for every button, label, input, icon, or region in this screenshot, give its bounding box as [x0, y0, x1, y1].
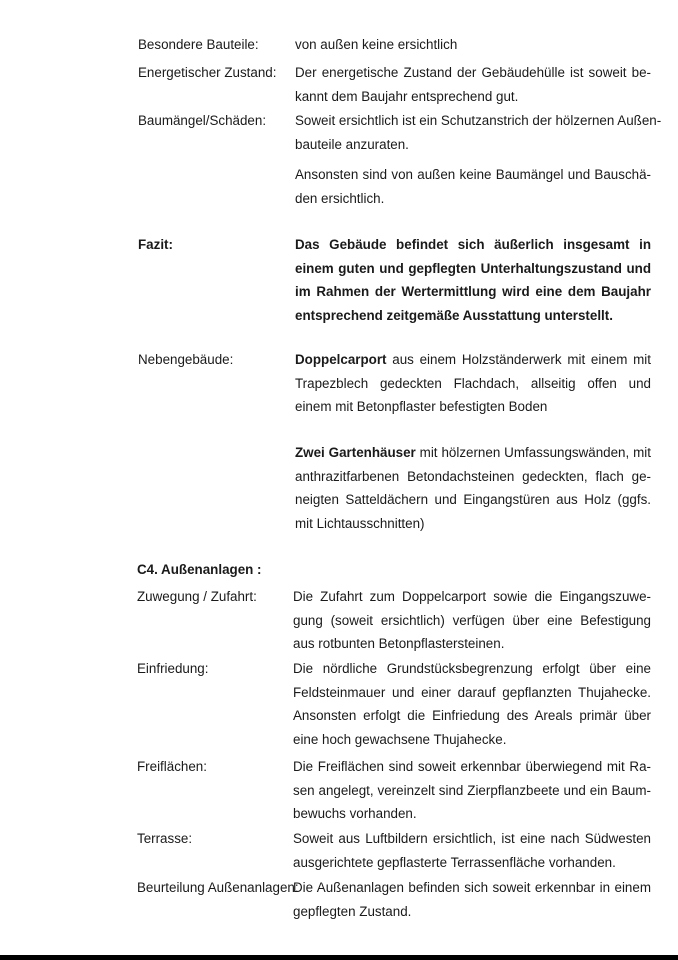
- text-line: Der energetische Zustand der Gebäudehülle ist soweit be-: [295, 65, 651, 80]
- text-line: mit Lichtausschnitten): [295, 515, 425, 531]
- text-line: kannt dem Baujahr entsprechend gut.: [295, 88, 519, 104]
- section-heading: C4. Außenanlagen :: [137, 562, 262, 577]
- text-line: Ansonsten sind von außen keine Baumängel und Bauschä-: [295, 167, 651, 182]
- value-besondere-bauteile: [295, 33, 651, 57]
- label-besondere-bauteile: Besondere Bauteile:: [138, 37, 259, 52]
- text-line: von außen keine ersichtlich: [295, 37, 458, 52]
- label-baumaengel: Baumängel/Schäden:: [138, 113, 267, 128]
- text-line: Die nördliche Grundstücksbegrenzung erfolgt über eine: [293, 661, 651, 676]
- value-zuwegung: [293, 585, 651, 656]
- text-line: Soweit ersichtlich ist ein Schutzanstrich der hölzernen Außen-: [295, 113, 662, 128]
- label-nebengebaeude: Nebengebäude:: [138, 352, 234, 367]
- text-line: anthrazitfarbenen Betondachsteinen gedeckten, flach ge-: [295, 468, 651, 484]
- label-fazit: Fazit:: [138, 237, 173, 252]
- label-energetischer-zustand: Energetischer Zustand:: [138, 65, 277, 80]
- value-baumaengel: [295, 109, 662, 156]
- text-line: Das Gebäude befindet sich äußerlich insgesamt in: [295, 237, 651, 252]
- label-beurteilung: Beurteilung Außenanlagen:: [137, 880, 299, 895]
- text-line: [295, 441, 651, 465]
- text-line: Die Zufahrt zum Doppelcarport sowie die Eingangszuwe-: [293, 589, 651, 604]
- text-line: einem mit Betonpflaster befestigten Boden: [295, 399, 548, 414]
- text-line: Soweit aus Luftbildern ersichtlich, ist eine nach Südwesten: [293, 831, 651, 846]
- value-gartenhaeuser: [295, 441, 651, 535]
- line-text: mit hölzernen Umfassungswänden, mit: [415, 445, 651, 460]
- text-line: Ansonsten erfolgt die Einfriedung des Areals primär über: [293, 708, 651, 723]
- bold-term: Doppelcarport: [295, 352, 387, 367]
- value-fazit: [295, 233, 651, 327]
- line-text: aus einem Holzständerwerk mit einem mit: [386, 352, 651, 367]
- label-zuwegung: Zuwegung / Zufahrt:: [137, 589, 257, 604]
- text-line: entsprechend zeitgemäße Ausstattung unterstellt.: [295, 307, 613, 323]
- text-line: Feldsteinmauer und einer darauf gepflanzten Thujahecke.: [293, 684, 651, 700]
- text-line: Trapezblech gedeckten Flachdach, allseitig offen und: [295, 375, 651, 391]
- text-line: einem guten und gepflegten Unterhaltungszustand und: [295, 260, 651, 276]
- text-line: aus rotbunten Betonpflastersteinen.: [293, 636, 505, 651]
- label-terrasse: Terrasse:: [137, 831, 193, 846]
- value-doppelcarport: [295, 348, 651, 419]
- text-line: gepflegten Zustand.: [293, 903, 412, 919]
- text-line: eine hoch gewachsene Thujahecke.: [293, 731, 507, 747]
- text-line: bauteile anzuraten.: [295, 136, 409, 152]
- label-einfriedung: Einfriedung:: [137, 661, 209, 676]
- value-freiflaechen: [293, 755, 651, 826]
- label-freiflaechen: Freiflächen:: [137, 759, 207, 774]
- value-baumaengel-2: [295, 163, 651, 210]
- text-line: Die Außenanlagen befinden sich soweit erkennbar in einem: [293, 880, 651, 895]
- text-line: gung (soweit ersichtlich) verfügen über eine Befestigung: [293, 612, 651, 628]
- text-line: Die Freiflächen sind soweit erkennbar überwiegend mit Ra-: [293, 759, 651, 774]
- text-line: den ersichtlich.: [295, 190, 385, 206]
- bold-term: Zwei Gartenhäuser: [295, 445, 416, 460]
- text-line: [295, 348, 651, 372]
- value-terrasse: [293, 827, 651, 874]
- text-line: neigten Satteldächern und Eingangstüren aus Holz (ggfs.: [295, 492, 651, 507]
- text-line: sen angelegt, vereinzelt sind Zierpflanzbeete und ein Baum-: [293, 782, 651, 798]
- text-line: bewuchs vorhanden.: [293, 806, 417, 821]
- text-line: im Rahmen der Wertermittlung wird eine dem Baujahr: [295, 284, 651, 299]
- value-einfriedung: [293, 657, 651, 751]
- value-energetischer-zustand: [295, 61, 651, 108]
- page-bottom-edge: [0, 955, 678, 960]
- value-beurteilung: [293, 876, 651, 923]
- text-line: ausgerichtete gepflasterte Terrassenfläche vorhanden.: [293, 854, 616, 870]
